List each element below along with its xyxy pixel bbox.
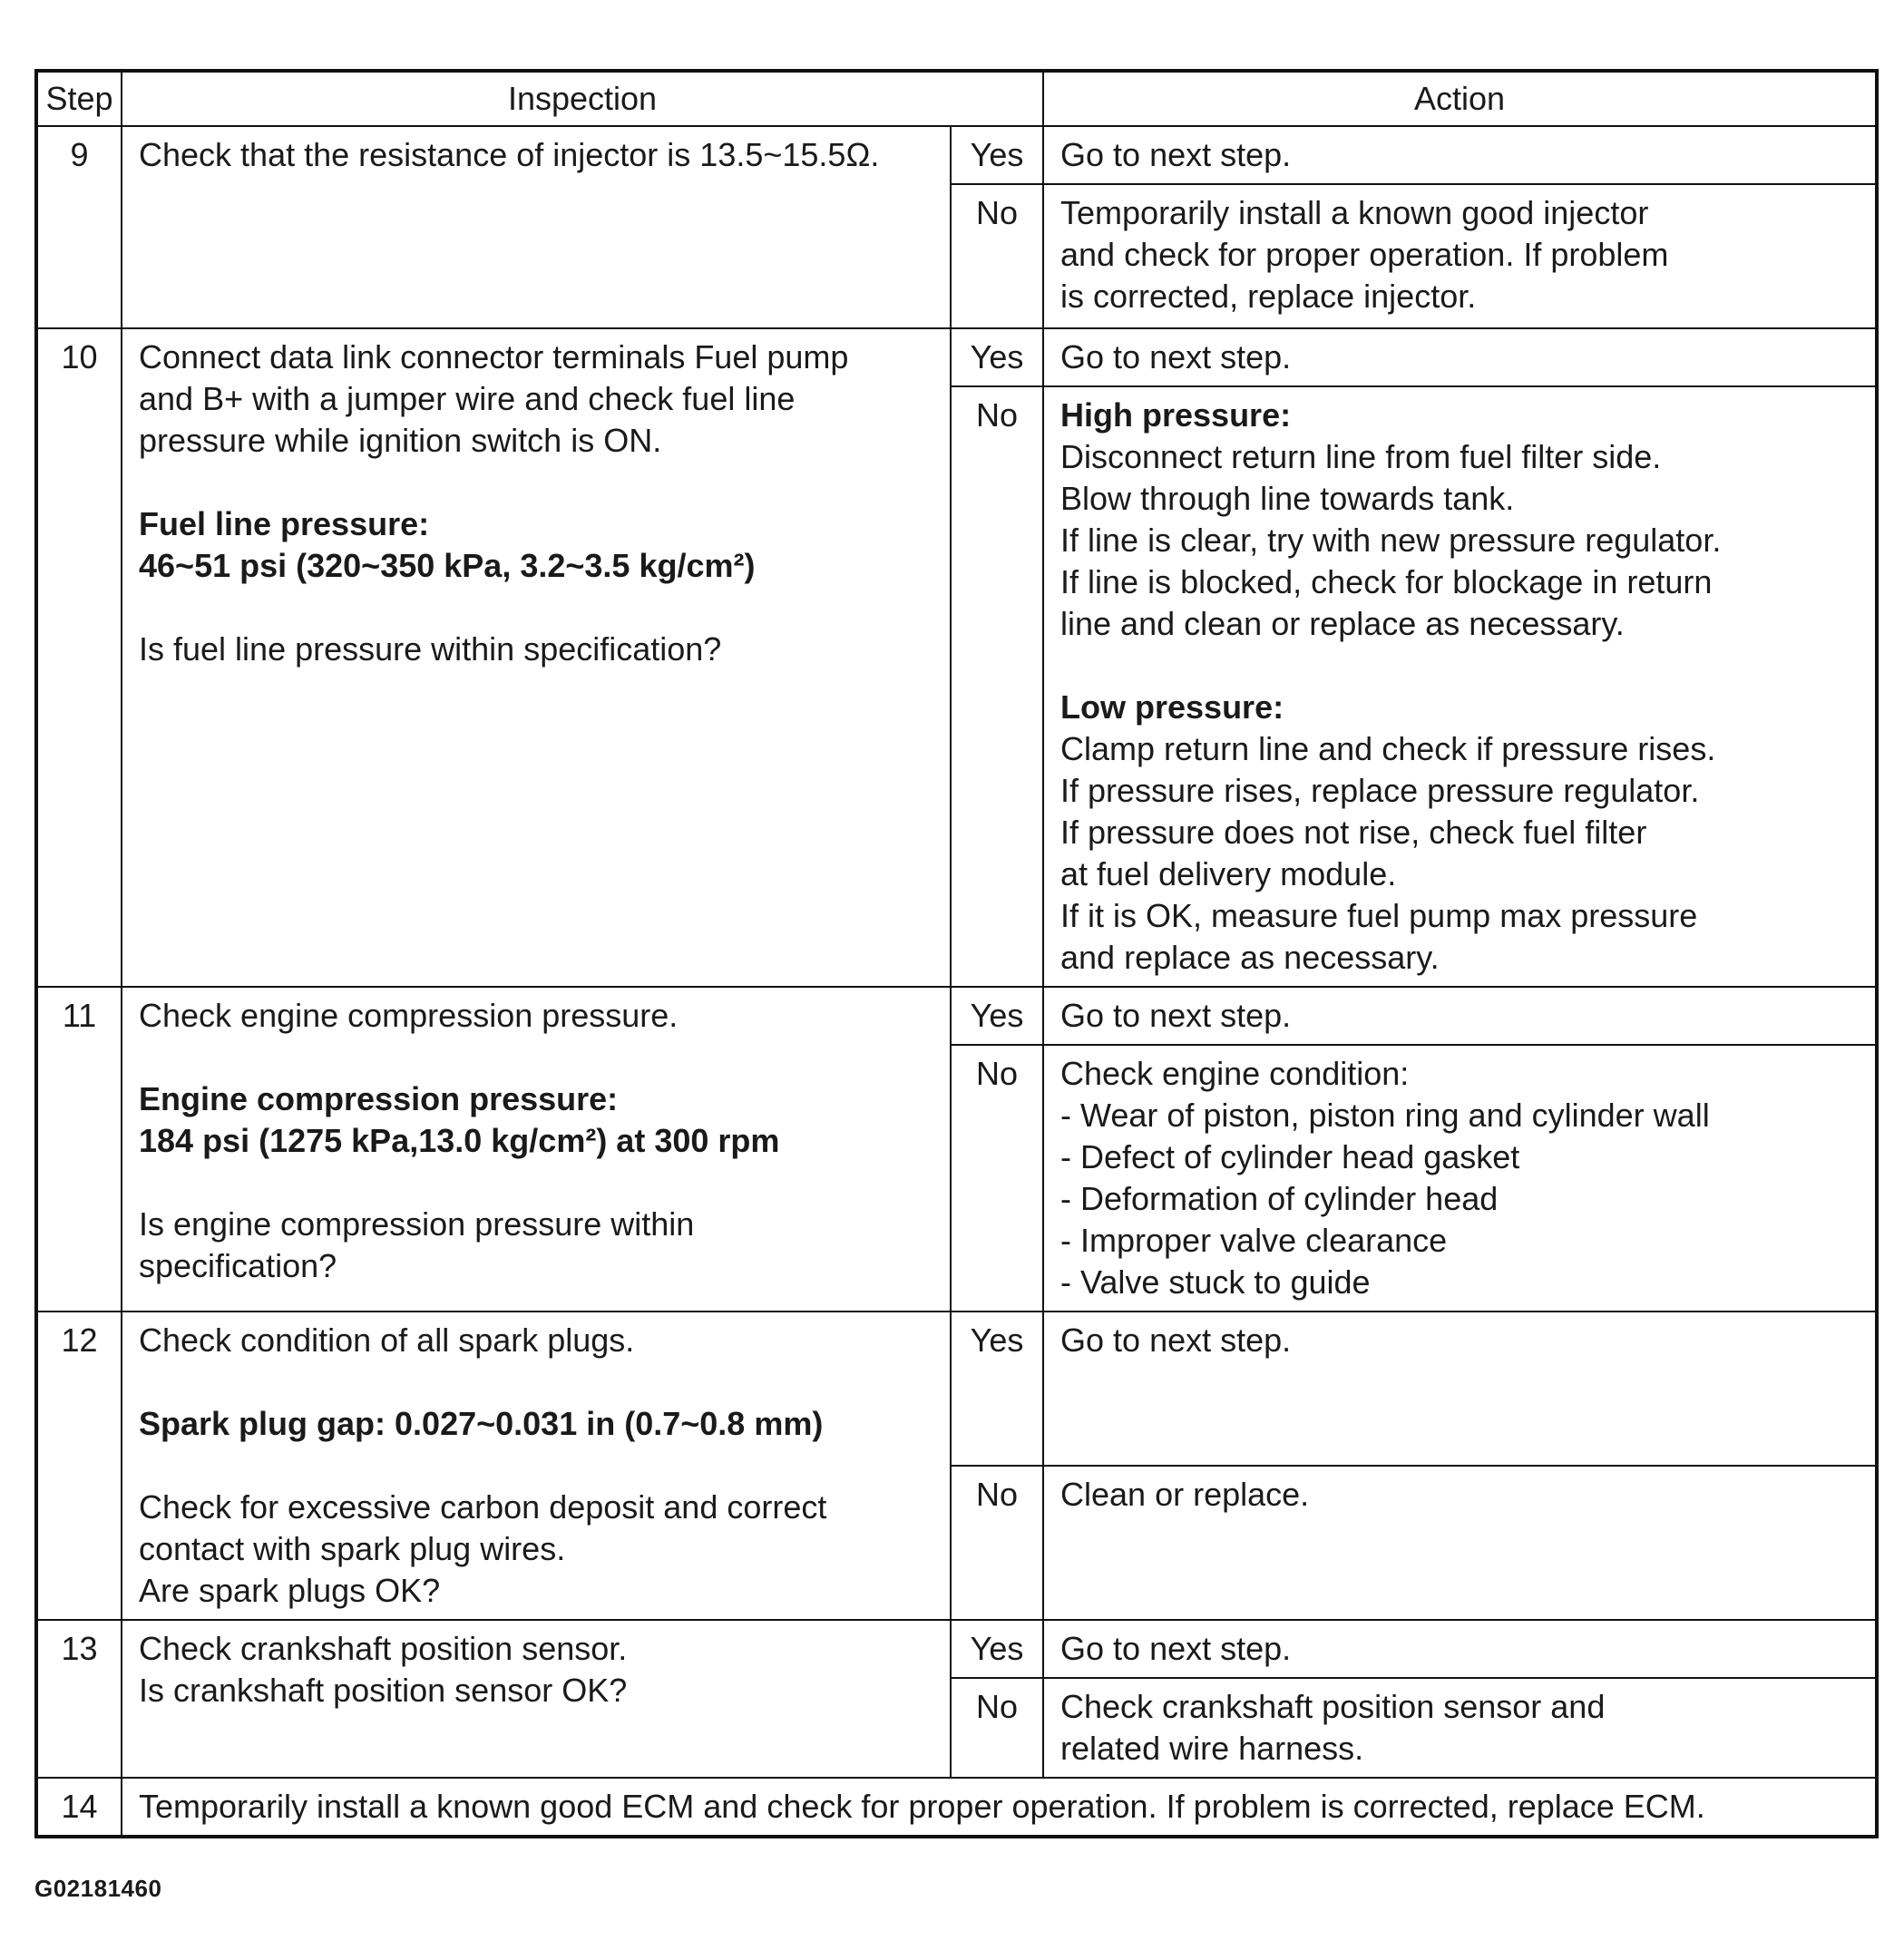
no-label: No bbox=[951, 1678, 1043, 1778]
yes-action: Go to next step. bbox=[1043, 1312, 1877, 1466]
spec-title: Engine compression pressure: bbox=[139, 1080, 619, 1117]
no-action-line: - Improper valve clearance bbox=[1060, 1222, 1448, 1259]
no-action-line: - Valve stuck to guide bbox=[1060, 1263, 1371, 1301]
no-action bbox=[1043, 1045, 1877, 1312]
inspection-text: Check engine compression pressure. bbox=[139, 997, 679, 1034]
spec-value: 184 psi (1275 kPa,13.0 kg/cm²) at 300 rpm bbox=[139, 1122, 780, 1159]
inspection-cell bbox=[122, 126, 951, 328]
inspection-question: specification? bbox=[139, 1247, 337, 1284]
inspection-text: Check that the resistance of injector is 13.5~15.5Ω. bbox=[139, 136, 880, 173]
inspection-text: Check condition of all spark plugs. bbox=[139, 1321, 635, 1359]
no-action-line: is corrected, replace injector. bbox=[1060, 278, 1477, 315]
diagnostic-sheet bbox=[34, 69, 1879, 1838]
low-pressure-line: at fuel delivery module. bbox=[1060, 855, 1397, 892]
inspection-cell bbox=[122, 1312, 951, 1620]
step-number: 11 bbox=[36, 987, 122, 1312]
step-number: 12 bbox=[36, 1312, 122, 1620]
yes-label: Yes bbox=[951, 126, 1043, 184]
low-pressure-line: and replace as necessary. bbox=[1060, 939, 1440, 976]
no-action: Clean or replace. bbox=[1043, 1466, 1877, 1620]
inspection-question: Is fuel line pressure within specification? bbox=[139, 630, 722, 668]
no-action bbox=[1043, 184, 1877, 328]
no-action-line: - Deformation of cylinder head bbox=[1060, 1180, 1499, 1217]
inspection-question: contact with spark plug wires. bbox=[139, 1530, 566, 1567]
step-14-text: Temporarily install a known good ECM and check for proper operation. If problem is corrected, replace ECM. bbox=[122, 1778, 1877, 1837]
step-number: 10 bbox=[36, 328, 122, 987]
yes-label: Yes bbox=[951, 1312, 1043, 1466]
step-number: 14 bbox=[36, 1778, 122, 1837]
no-action-line: related wire harness. bbox=[1060, 1730, 1364, 1767]
low-pressure-line: If pressure does not rise, check fuel filter bbox=[1060, 814, 1647, 851]
diagnostic-table bbox=[34, 69, 1879, 1838]
step-number: 9 bbox=[36, 126, 122, 328]
inspection-cell bbox=[122, 987, 951, 1312]
header-step: Step bbox=[36, 71, 122, 126]
inspection-cell bbox=[122, 1620, 951, 1778]
inspection-text: Is crankshaft position sensor OK? bbox=[139, 1672, 628, 1709]
header-inspection: Inspection bbox=[122, 71, 1043, 126]
inspection-text: pressure while ignition switch is ON. bbox=[139, 422, 662, 459]
step-10-yes-row bbox=[36, 328, 1877, 386]
high-pressure-title: High pressure: bbox=[1060, 396, 1292, 434]
high-pressure-line: Disconnect return line from fuel filter side. bbox=[1060, 438, 1662, 475]
step-13-yes-row bbox=[36, 1620, 1877, 1678]
inspection-question: Are spark plugs OK? bbox=[139, 1572, 441, 1609]
no-action bbox=[1043, 1678, 1877, 1778]
no-label: No bbox=[951, 1045, 1043, 1312]
high-pressure-line: Blow through line towards tank. bbox=[1060, 480, 1515, 517]
inspection-text: Check crankshaft position sensor. bbox=[139, 1630, 628, 1667]
inspection-text: and B+ with a jumper wire and check fuel line bbox=[139, 380, 796, 417]
figure-code: G02181460 bbox=[34, 1875, 162, 1902]
inspection-question: Check for excessive carbon deposit and correct bbox=[139, 1488, 827, 1526]
high-pressure-line: If line is blocked, check for blockage in return bbox=[1060, 563, 1713, 600]
inspection-text: Connect data link connector terminals Fuel pump bbox=[139, 338, 849, 375]
low-pressure-title: Low pressure: bbox=[1060, 688, 1284, 726]
inspection-cell bbox=[122, 328, 951, 987]
no-action bbox=[1043, 386, 1877, 987]
no-label: No bbox=[951, 184, 1043, 328]
spec-value: 46~51 psi (320~350 kPa, 3.2~3.5 kg/cm²) bbox=[139, 547, 756, 584]
yes-action: Go to next step. bbox=[1043, 1620, 1877, 1678]
high-pressure-line: line and clean or replace as necessary. bbox=[1060, 605, 1625, 642]
no-label: No bbox=[951, 1466, 1043, 1620]
no-action-line: - Defect of cylinder head gasket bbox=[1060, 1138, 1520, 1175]
step-11-yes-row bbox=[36, 987, 1877, 1045]
no-action-line: Check engine condition: bbox=[1060, 1055, 1410, 1092]
header-action: Action bbox=[1043, 71, 1877, 126]
step-number: 13 bbox=[36, 1620, 122, 1778]
yes-action: Go to next step. bbox=[1043, 987, 1877, 1045]
yes-label: Yes bbox=[951, 987, 1043, 1045]
inspection-question: Is engine compression pressure within bbox=[139, 1205, 695, 1243]
step-12-yes-row bbox=[36, 1312, 1877, 1466]
no-action-line: - Wear of piston, piston ring and cylinder wall bbox=[1060, 1097, 1710, 1134]
low-pressure-line: Clamp return line and check if pressure rises. bbox=[1060, 730, 1716, 767]
yes-label: Yes bbox=[951, 328, 1043, 386]
high-pressure-line: If line is clear, try with new pressure regulator. bbox=[1060, 522, 1722, 559]
header-row bbox=[36, 71, 1877, 126]
spec-value: Spark plug gap: 0.027~0.031 in (0.7~0.8 mm) bbox=[139, 1405, 824, 1442]
yes-label: Yes bbox=[951, 1620, 1043, 1678]
yes-action: Go to next step. bbox=[1043, 126, 1877, 184]
no-action-line: Temporarily install a known good injector bbox=[1060, 194, 1649, 231]
no-label: No bbox=[951, 386, 1043, 987]
yes-action: Go to next step. bbox=[1043, 328, 1877, 386]
no-action-line: Check crankshaft position sensor and bbox=[1060, 1688, 1606, 1725]
low-pressure-line: If it is OK, measure fuel pump max pressure bbox=[1060, 897, 1698, 934]
step-9-yes-row bbox=[36, 126, 1877, 184]
spec-title: Fuel line pressure: bbox=[139, 505, 430, 542]
low-pressure-line: If pressure rises, replace pressure regulator. bbox=[1060, 772, 1700, 809]
step-14-row bbox=[36, 1778, 1877, 1837]
no-action-line: and check for proper operation. If problem bbox=[1060, 236, 1669, 273]
